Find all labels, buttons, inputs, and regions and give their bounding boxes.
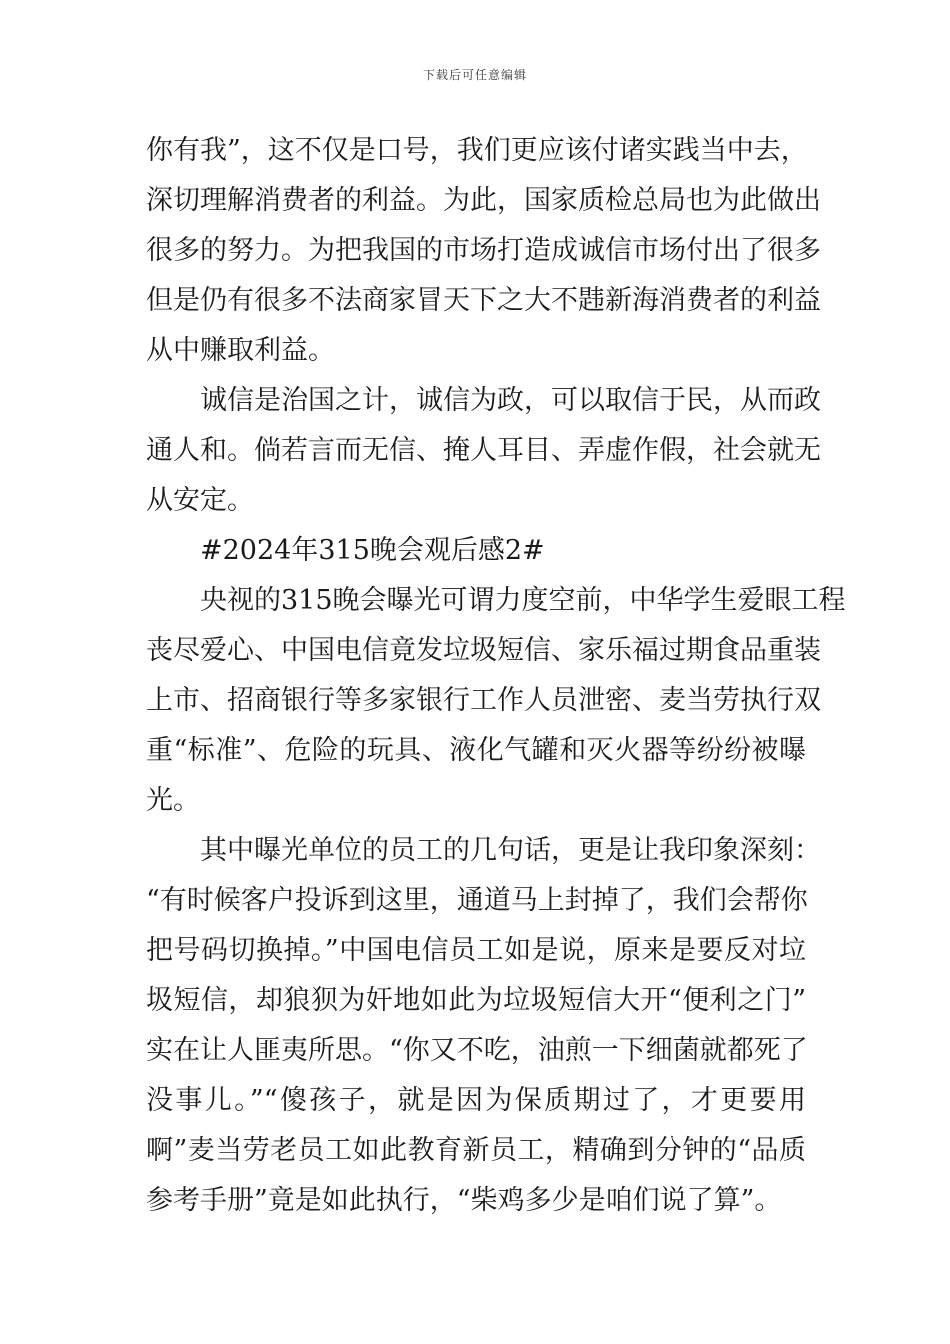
text-line: 圾短信，却狼狈为奸地如此为垃圾短信大开“便利之门”: [146, 985, 806, 1016]
paragraph: [146, 826, 821, 1226]
text-line: 你有我”，这不仅是口号，我们更应该付诸实践当中去，: [146, 135, 808, 166]
text-line: 实在让人匪夷所思。“你又不吃，油煎一下细菌就都死了: [146, 1035, 808, 1066]
text-line: 啊”麦当劳老员工如此教育新员工，精确到分钟的“品质: [146, 1135, 806, 1166]
text-line: 央视的315晚会曝光可谓力度空前，中华学生爱眼工程: [200, 585, 846, 616]
text-line: 诚信是治国之计，诚信为政，可以取信于民，从而政: [200, 385, 821, 416]
paragraph: [146, 576, 846, 826]
paragraph: [146, 376, 821, 526]
text-line: 从安定。: [146, 485, 254, 516]
text-line: 没事儿。”“傻孩子，就是因为保质期过了，才更要用: [146, 1085, 806, 1116]
text-line: 丧尽爱心、中国电信竟发垃圾短信、家乐福过期食品重装: [146, 635, 821, 666]
text-line: 很多的努力。为把我国的市场打造成诚信市场付出了很多: [146, 235, 821, 266]
text-line: 上市、招商银行等多家银行工作人员泄密、麦当劳执行双: [146, 685, 821, 716]
text-line: 通人和。倘若言而无信、掩人耳目、弄虚作假，社会就无: [146, 435, 821, 466]
text-line: 深切理解消费者的利益。为此，国家质检总局也为此做出: [146, 185, 821, 216]
text-line: 参考手册”竟是如此执行，“柴鸡多少是咱们说了算”。: [146, 1185, 782, 1216]
heading-text: #2024年315晚会观后感2#: [200, 535, 545, 566]
document-body: [146, 126, 846, 1226]
page-header: 下载后可任意编辑: [422, 68, 527, 82]
text-line: 从中赚取利益。: [146, 335, 335, 366]
text-line: 把号码切换掉。”中国电信员工如是说，原来是要反对垃: [146, 935, 806, 966]
text-line: 其中曝光单位的员工的几句话，更是让我印象深刻：: [200, 835, 821, 866]
paragraph: [146, 126, 821, 376]
text-line: 但是仍有很多不法商家冒天下之大不韪新海消费者的利益: [146, 285, 821, 316]
text-line: 光。: [146, 785, 200, 816]
text-line: 重“标准”、危险的玩具、液化气罐和灭火器等纷纷被曝: [146, 735, 806, 766]
text-line: “有时候客户投诉到这里，通道马上封掉了，我们会帮你: [146, 885, 808, 916]
section-heading: [146, 526, 806, 576]
